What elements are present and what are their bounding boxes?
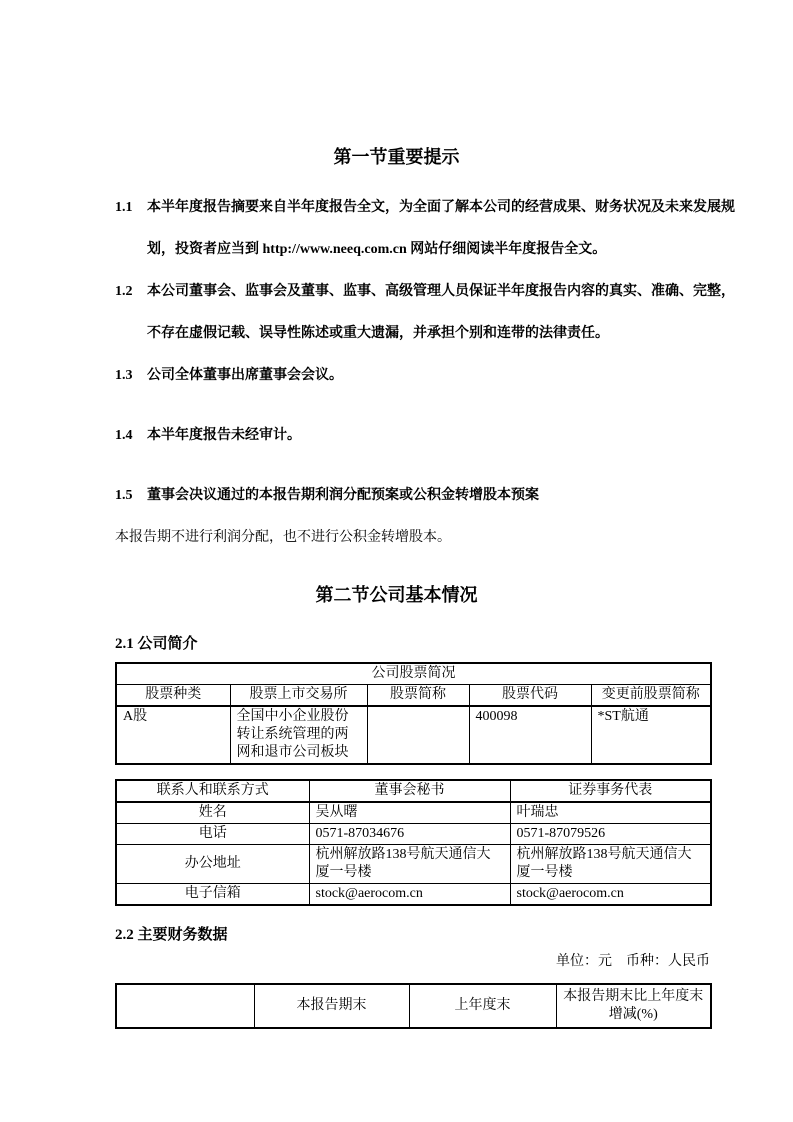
column-header: 本报告期末 [254, 984, 409, 1028]
table-cell: stock@aerocom.cn [309, 884, 510, 906]
column-header: 董事会秘书 [309, 780, 510, 802]
column-header: 股票种类 [116, 685, 230, 707]
item-text: 本半年度报告未经审计。 [147, 428, 301, 443]
table-cell: 0571-87079526 [510, 824, 711, 845]
row-label: 办公地址 [116, 845, 309, 884]
para-1-4 [115, 415, 742, 457]
table-row [116, 845, 711, 884]
stock-info-table [115, 662, 712, 765]
table-cell: 400098 [469, 706, 591, 764]
finance-table-header-row [116, 984, 711, 1028]
table-cell: stock@aerocom.cn [510, 884, 711, 906]
row-label: 电话 [116, 824, 309, 845]
column-header: 股票代码 [469, 685, 591, 707]
item-text: 公司全体董事出席董事会会议。 [147, 368, 343, 383]
column-header: 联系人和联系方式 [116, 780, 309, 802]
table-cell [367, 706, 469, 764]
table-cell: A股 [116, 706, 230, 764]
row-label: 姓名 [116, 802, 309, 824]
item-number: 1.2 [115, 284, 133, 299]
para-1-5 [115, 475, 742, 517]
contact-table [115, 779, 712, 906]
para-1-1 [115, 187, 742, 271]
section2-title: 第二节公司基本情况 [315, 585, 478, 605]
column-header: 证券事务代表 [510, 780, 711, 802]
unit-currency-note: 单位：元 币种：人民币 [556, 954, 710, 969]
item-text: 董事会决议通过的本报告期利润分配预案或公积金转增股本预案 [147, 488, 539, 503]
finance-table [115, 983, 712, 1029]
table-cell: 0571-87034676 [309, 824, 510, 845]
column-header [116, 984, 254, 1028]
table-cell: *ST航通 [591, 706, 711, 764]
column-header: 上年度末 [409, 984, 556, 1028]
table-row [116, 802, 711, 824]
heading-2-1: 2.1 公司简介 [115, 636, 198, 652]
dividend-note: 本报告期不进行利润分配，也不进行公积金转增股本。 [115, 530, 451, 545]
table-cell: 叶瑞忠 [510, 802, 711, 824]
stock-table-header-row [116, 685, 711, 707]
column-header: 股票上市交易所 [230, 685, 367, 707]
item-number: 1.1 [115, 200, 133, 215]
table-cell: 吴从曙 [309, 802, 510, 824]
table-cell: 杭州解放路138号航天通信大厦一号楼 [510, 845, 711, 884]
item-text: 本公司董事会、监事会及董事、监事、高级管理人员保证半年度报告内容的真实、准确、完整，不存在虚假记载、误导性陈述或重大遗漏，并承担个别和连带的法律责任。 [147, 284, 735, 341]
stock-table-caption-row [116, 663, 711, 685]
contact-table-header-row [116, 780, 711, 802]
table-cell: 全国中小企业股份转让系统管理的两网和退市公司板块 [230, 706, 367, 764]
table-row [116, 884, 711, 906]
item-number: 1.4 [115, 428, 133, 443]
column-header: 变更前股票简称 [591, 685, 711, 707]
heading-2-2: 2.2 主要财务数据 [115, 927, 228, 943]
item-text: 本半年度报告摘要来自半年度报告全文，为全面了解本公司的经营成果、财务状况及未来发展规划，投资者应当到 http://www.neeq.com.cn 网站仔细阅读半年度报告全文。 [147, 200, 735, 257]
table-row [116, 706, 711, 764]
column-header: 本报告期末比上年度末增减(%) [556, 984, 711, 1028]
table-row [116, 824, 711, 845]
column-header: 股票简称 [367, 685, 469, 707]
item-number: 1.5 [115, 488, 133, 503]
para-1-2 [115, 271, 742, 355]
para-1-3 [115, 355, 742, 397]
section1-title: 第一节重要提示 [333, 147, 460, 167]
row-label: 电子信箱 [116, 884, 309, 906]
item-number: 1.3 [115, 368, 133, 383]
table-cell: 杭州解放路138号航天通信大厦一号楼 [309, 845, 510, 884]
stock-table-caption: 公司股票简况 [116, 663, 711, 685]
